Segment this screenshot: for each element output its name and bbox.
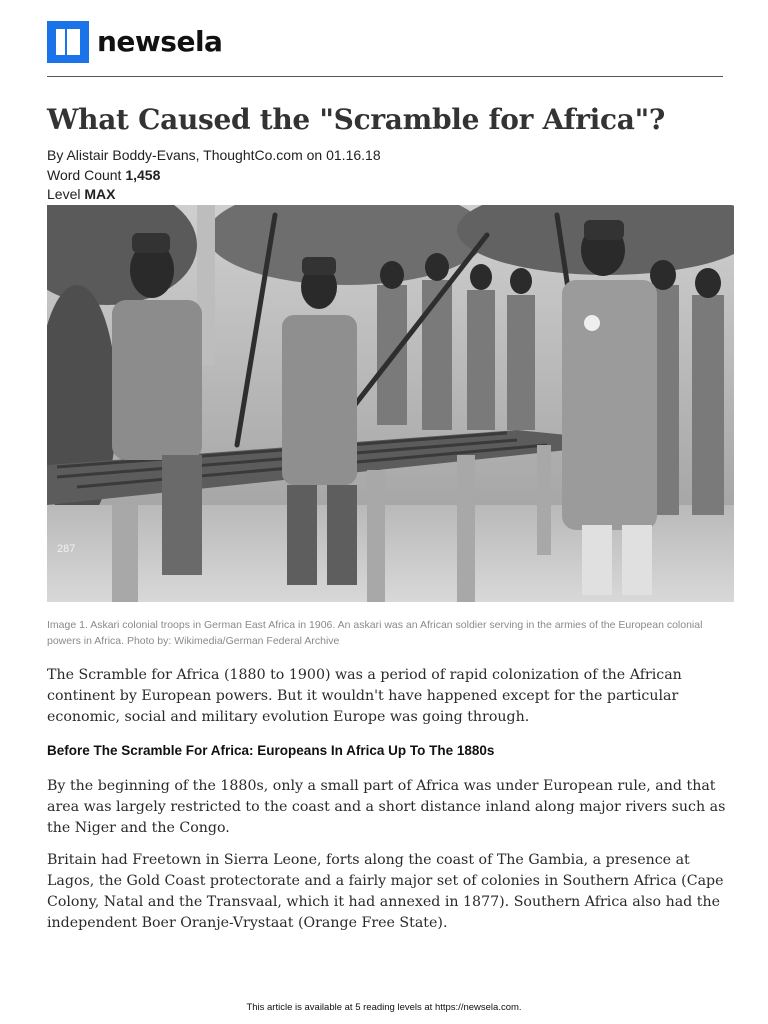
word-count-value: 1,458 — [125, 166, 161, 183]
level-label: Level — [47, 186, 81, 202]
byline: By Alistair Boddy-Evans, ThoughtCo.com on 01.16.18 — [47, 147, 381, 163]
paragraph-2: By the beginning of the 1880s, only a small part of Africa was under European rule, and that area was largely restricted to the coast and a short distance inland along major rivers such as the Niger and the Congo. — [47, 778, 726, 836]
photo-corner-number: 287 — [57, 543, 76, 555]
photo-illustration — [47, 205, 734, 602]
article-photo — [47, 205, 734, 602]
article-title: What Caused the "Scramble for Africa"? — [47, 103, 665, 136]
paragraph-1: The Scramble for Africa (1880 to 1900) was a period of rapid colonization of the African continent by European powers. But it wouldn't have happened except for the particular economic, social and military evolution Europe was going through. — [47, 667, 682, 725]
open-book-icon — [47, 21, 89, 63]
page-header — [47, 20, 723, 77]
footer-note: This article is available at 5 reading levels at https://newsela.com. — [246, 1002, 522, 1013]
reading-level — [47, 185, 381, 205]
newsela-logo[interactable] — [47, 20, 222, 64]
word-count — [47, 166, 381, 186]
paragraph-3: Britain had Freetown in Sierra Leone, forts along the coast of The Gambia, a presence at Lagos, the Gold Coast protectorate and a fairly major set of colonies in Southern Africa (Cape Colony, Natal and the Transvaal, which it had annexed in 1877). Southern Africa also had the independent Boer Oranje-Vrystaat (Orange Free State). — [47, 852, 724, 931]
article-meta — [47, 146, 381, 205]
image-caption: Image 1. Askari colonial troops in German East Africa in 1906. An askari was an African soldier serving in the armies of the European colonial powers in Africa. Photo by: Wikimedia/German Federal Archive — [47, 619, 703, 647]
level-value: MAX — [84, 186, 116, 202]
subheading-before-scramble: Before The Scramble For Africa: Europeans In Africa Up To The 1880s — [47, 743, 495, 758]
word-count-label: Word Count — [47, 166, 122, 183]
brand-name: newsela — [97, 25, 223, 58]
